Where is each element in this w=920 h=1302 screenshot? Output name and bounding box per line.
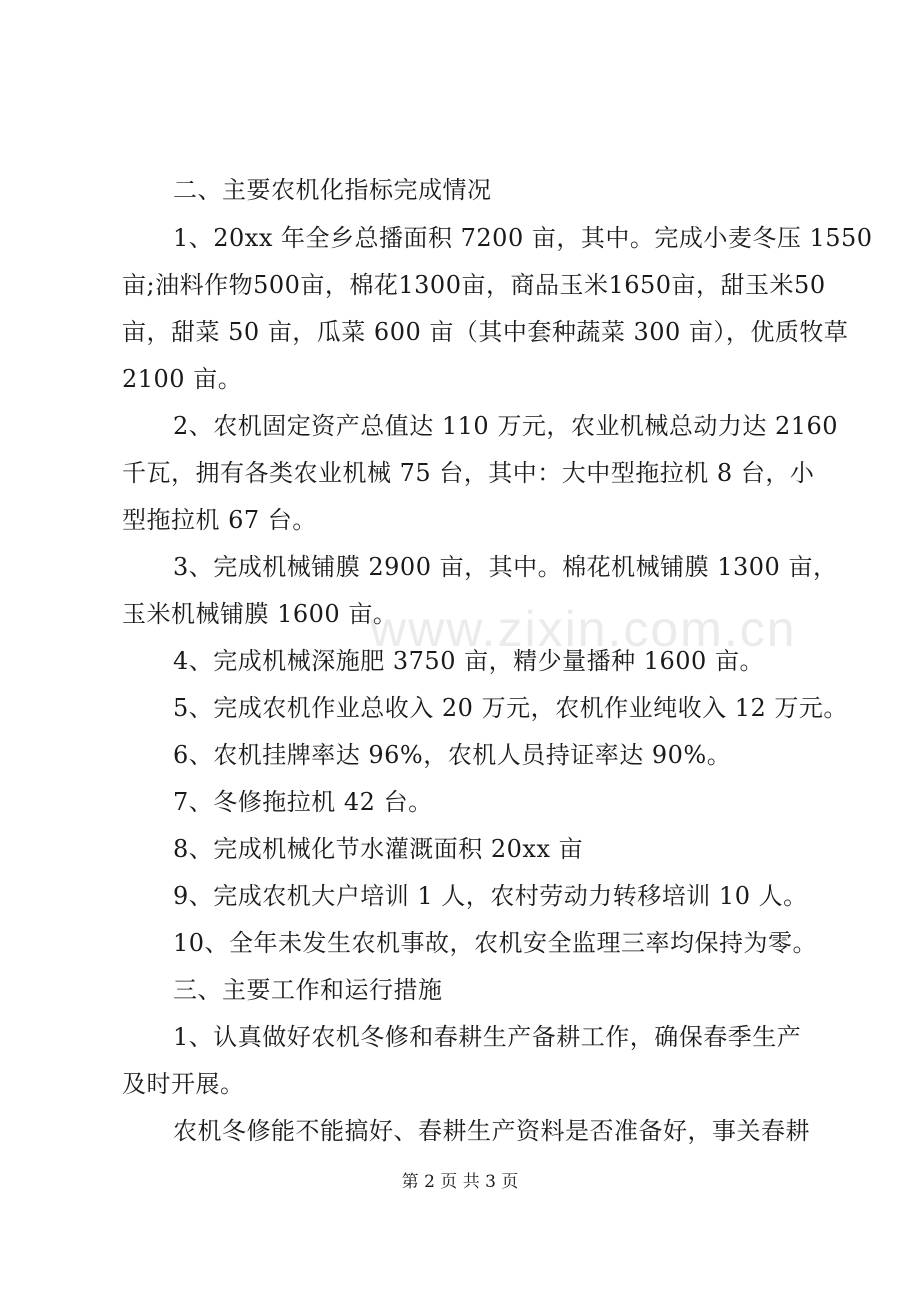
paragraph-line: 玉米机械铺膜 1600 亩。 <box>122 600 398 628</box>
page-footer: 第 2 页 共 3 页 <box>401 1172 519 1192</box>
paragraph-line: 农机冬修能不能搞好、春耕生产资料是否准备好，事关春耕 <box>173 1117 810 1145</box>
paragraph-line: 千瓦，拥有各类农业机械 75 台，其中：大中型拖拉机 8 台，小 <box>122 459 815 487</box>
paragraph-line: 2、农机固定资产总值达 110 万元，农业机械总动力达 2160 <box>173 412 839 440</box>
paragraph-line: 5、完成农机作业总收入 20 万元，农机作业纯收入 12 万元。 <box>173 694 848 722</box>
paragraph-line: 亩;油料作物500亩，棉花1300亩，商品玉米1650亩，甜玉米50 <box>122 271 826 299</box>
paragraph-line: 7、冬修拖拉机 42 台。 <box>173 788 433 816</box>
paragraph-line: 1、20xx 年全乡总播面积 7200 亩，其中。完成小麦冬压 1550 <box>173 224 873 252</box>
paragraph-line: 型拖拉机 67 台。 <box>122 506 317 534</box>
paragraph-line: 2100 亩。 <box>122 365 243 393</box>
paragraph-line: 1、认真做好农机冬修和春耕生产备耕工作，确保春季生产 <box>173 1023 802 1051</box>
watermark: www.zixin.com.cn <box>370 601 797 657</box>
section-heading-2: 二、主要农机化指标完成情况 <box>173 176 492 204</box>
paragraph-line: 亩，甜菜 50 亩，瓜菜 600 亩（其中套种蔬菜 300 亩），优质牧草 <box>122 318 849 346</box>
paragraph-line: 8、完成机械化节水灌溉面积 20xx 亩 <box>173 835 584 863</box>
paragraph-line: 6、农机挂牌率达 96%，农机人员持证率达 90%。 <box>173 741 732 769</box>
section-heading-3: 三、主要工作和运行措施 <box>173 976 443 1004</box>
paragraph-line: 3、完成机械铺膜 2900 亩，其中。棉花机械铺膜 1300 亩， <box>173 553 838 581</box>
paragraph-line: 4、完成机械深施肥 3750 亩，精少量播种 1600 亩。 <box>173 647 764 675</box>
paragraph-line: 及时开展。 <box>122 1070 245 1098</box>
paragraph-line: 10、全年未发生农机事故，农机安全监理三率均保持为零。 <box>173 929 818 957</box>
paragraph-line: 9、完成农机大户培训 1 人，农村劳动力转移培训 10 人。 <box>173 882 808 910</box>
